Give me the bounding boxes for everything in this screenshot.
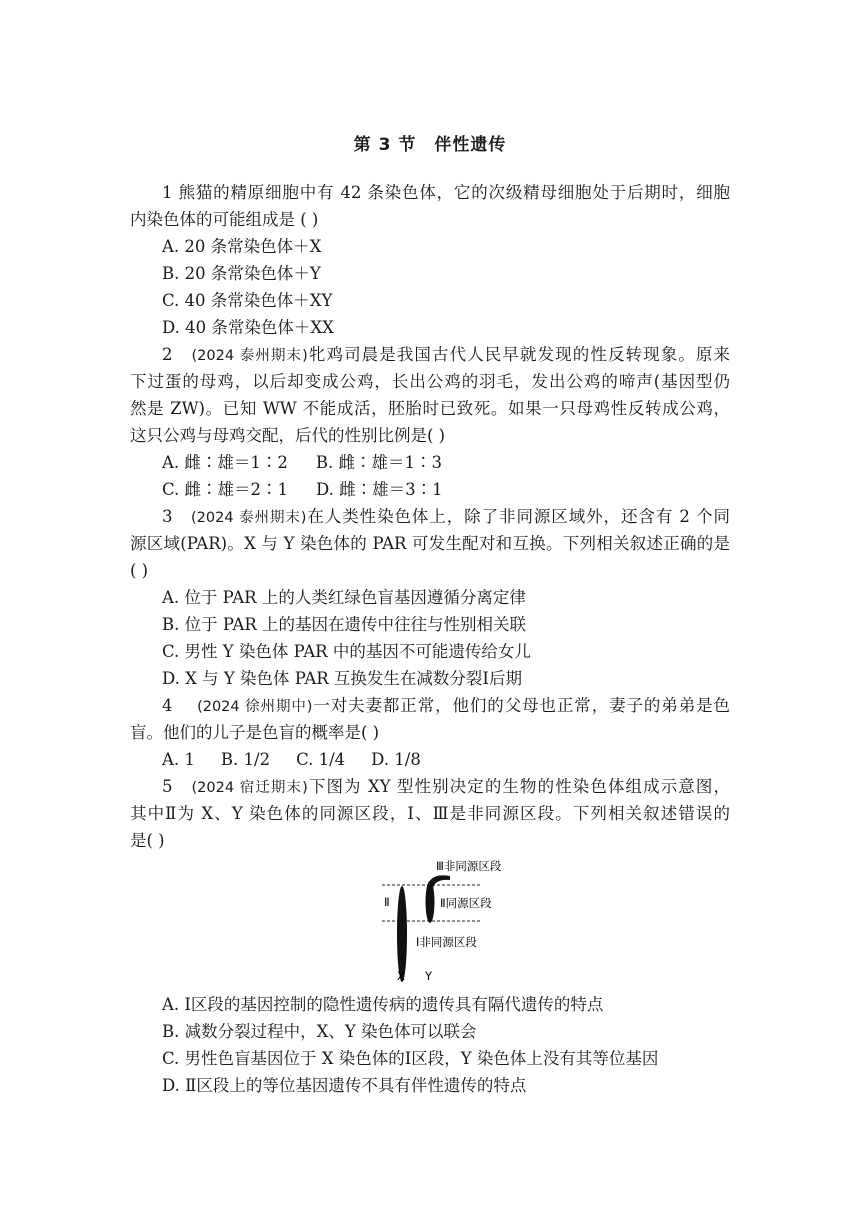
question-2-text-1: 牝鸡司晨是我国古代人民早就发现的性反转现象。原来 [307,345,730,364]
y-chromosome-hook [427,875,450,890]
question-5-option-d: D. Ⅱ区段上的等位基因遗传不具有伴性遗传的特点 [162,1076,527,1095]
question-4-source: (2024 徐州期中) [197,699,313,715]
question-4-option-d: D. 1/8 [371,750,421,769]
label-region-ii-left: Ⅱ [384,895,390,909]
question-4-option-a: A. 1 [162,750,195,769]
label-y: Y [425,969,433,983]
question-3-option-d: D. X 与 Y 染色体 PAR 互换发生在减数分裂Ⅰ后期 [162,669,522,688]
question-1-option-a: A. 20 条常染色体＋X [162,237,322,256]
question-5-source: (2024 宿迁期末) [191,780,308,796]
question-2-options-row-1 [162,450,762,476]
question-4-line-1 [162,693,730,720]
question-2-line-1 [162,342,730,369]
question-2-option-a: A. 雌∶雄＝1∶2 [162,453,288,472]
section-number: 第 3 节 [353,135,417,155]
label-region-ii: Ⅱ同源区段 [440,896,492,910]
label-region-iii: Ⅲ非同源区段 [436,859,502,873]
label-region-i: Ⅰ非同源区段 [416,935,477,949]
question-2-number: 2 [162,345,173,364]
question-1-line-2: 内染色体的可能组成是 ( ) [130,210,319,229]
question-1-option-c: C. 40 条常染色体＋XY [162,291,333,310]
question-2-line-3: 然是 ZW)。已知 WW 不能成活，胚胎时已致死。如果一只母鸡性反转成公鸡， [130,399,730,418]
question-2-option-c: C. 雌∶雄＝2∶1 [162,480,289,499]
question-2-options-row-2 [162,477,762,503]
question-3-option-c: C. 男性 Y 染色体 PAR 中的基因不可能遗传给女儿 [162,642,531,661]
question-2-option-b: B. 雌∶雄＝1∶3 [315,453,443,472]
question-4-option-c: C. 1/4 [296,750,346,769]
question-3-line-2: 源区域(PAR)。X 与 Y 染色体的 PAR 可发生配对和互换。下列相关叙述正确的是 [130,534,730,553]
section-title [0,130,860,155]
question-1-option-b: B. 20 条常染色体＋Y [162,264,321,283]
question-2-line-4: 这只公鸡与母鸡交配，后代的性别比例是( ) [130,426,446,445]
question-3-source: (2024 泰州期末) [191,510,307,526]
question-5-option-c: C. 男性色盲基因位于 X 染色体的Ⅰ区段，Y 染色体上没有其等位基因 [162,1049,659,1068]
question-3-line-3: ( ) [130,561,149,580]
question-2-line-2: 下过蛋的母鸡，以后却变成公鸡，长出公鸡的羽毛，发出公鸡的啼声(基因型仍 [130,372,730,391]
question-4-option-b: B. 1/2 [220,750,271,769]
question-4-line-2: 盲。他们的儿子是色盲的概率是( ) [130,723,380,742]
question-5-option-a: A. Ⅰ区段的基因控制的隐性遗传病的遗传具有隔代遗传的特点 [162,995,604,1014]
x-chromosome [397,886,407,982]
question-5-option-b: B. 减数分裂过程中，X、Y 染色体可以联会 [162,1022,477,1041]
sex-chromosome-diagram [380,854,510,984]
label-x: X [397,969,405,983]
question-4-options-row [162,747,762,773]
question-5-line-2: 其中Ⅱ为 X、Y 染色体的同源区段，Ⅰ、Ⅲ是非同源区段。下列相关叙述错误的 [130,804,730,823]
question-3-text-1: 在人类性染色体上，除了非同源区域外，还含有 2 个同 [306,507,730,526]
question-2-option-d: D. 雌∶雄＝3∶1 [316,480,443,499]
question-1-line-1 [162,180,730,206]
question-5-line-1 [162,774,730,801]
question-1-option-d: D. 40 条常染色体＋XX [162,318,334,337]
section-name: 伴性遗传 [434,135,507,155]
question-5-number: 5 [162,777,173,796]
question-5-line-3: 是( ) [130,831,165,850]
question-3-number: 3 [162,507,173,526]
question-3-line-1 [162,504,730,531]
sex-chromosome-figure [380,854,510,984]
question-1-text-1: 熊猫的精原细胞中有 42 条染色体，它的次级精母细胞处于后期时，细胞 [178,183,730,202]
question-4-text-1: 一对夫妻都正常，他们的父母也正常，妻子的弟弟是色 [312,696,730,715]
question-2-source: (2024 泰州期末) [191,348,308,364]
question-3-option-a: A. 位于 PAR 上的人类红绿色盲基因遵循分离定律 [162,588,526,607]
question-1-number: 1 [162,183,173,202]
question-3-option-b: B. 位于 PAR 上的基因在遗传中往往与性别相关联 [162,615,527,634]
question-4-number: 4 [162,696,173,715]
question-5-text-1: 下图为 XY 型性别决定的生物的性染色体组成示意图， [307,777,730,796]
